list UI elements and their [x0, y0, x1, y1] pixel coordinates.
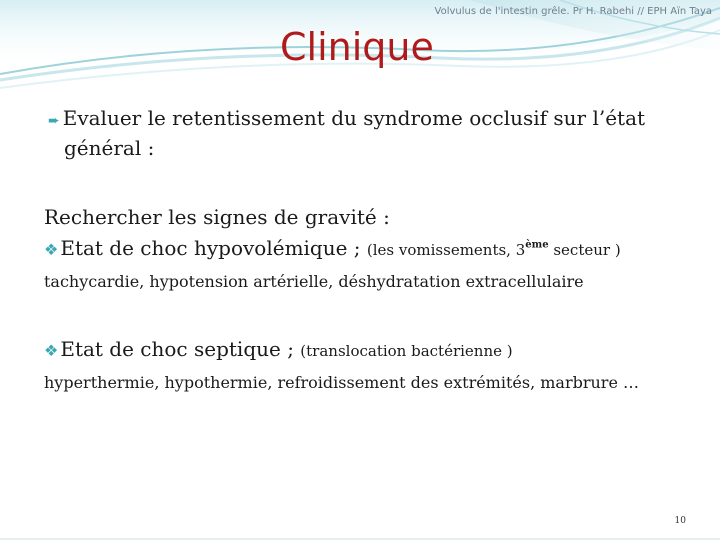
- bullet-line-1-continuation: général :: [64, 136, 155, 160]
- diamond-bullet-icon: ❖: [44, 341, 59, 360]
- page-number: 10: [674, 516, 686, 526]
- line5-main: Etat de choc septique ;: [60, 337, 301, 361]
- text-line-septic-signs: hyperthermie, hypothermie, refroidissement des extrémités, marbrure …: [44, 373, 640, 392]
- slide-title: Clinique: [280, 25, 434, 69]
- line3-main: Etat de choc hypovolémique ;: [60, 236, 367, 260]
- arrow-bullet-icon: ➨: [48, 113, 60, 129]
- line3-small-a: (les vomissements, 3: [366, 241, 526, 259]
- diamond-bullet-icon: ❖: [44, 240, 59, 259]
- text-line-hypovolemic-signs: tachycardie, hypotension artérielle, déshydratation extracellulaire: [44, 272, 584, 291]
- bullet-line-septic: [44, 337, 513, 361]
- text-line-gravity: Rechercher les signes de gravité :: [44, 205, 390, 229]
- bullet-line-1: [48, 106, 645, 130]
- line3-small-b: secteur ): [548, 241, 621, 259]
- line5-small: (translocation bactérienne ): [300, 342, 513, 360]
- line3-sup: ème: [525, 239, 549, 251]
- line1-text: Evaluer le retentissement du syndrome occlusif sur l’état: [62, 106, 646, 130]
- header-note: Volvulus de l'intestin grêle. Pr H. Rabehi // EPH Aïn Taya: [434, 6, 712, 17]
- bullet-line-hypovolemic: [44, 236, 621, 260]
